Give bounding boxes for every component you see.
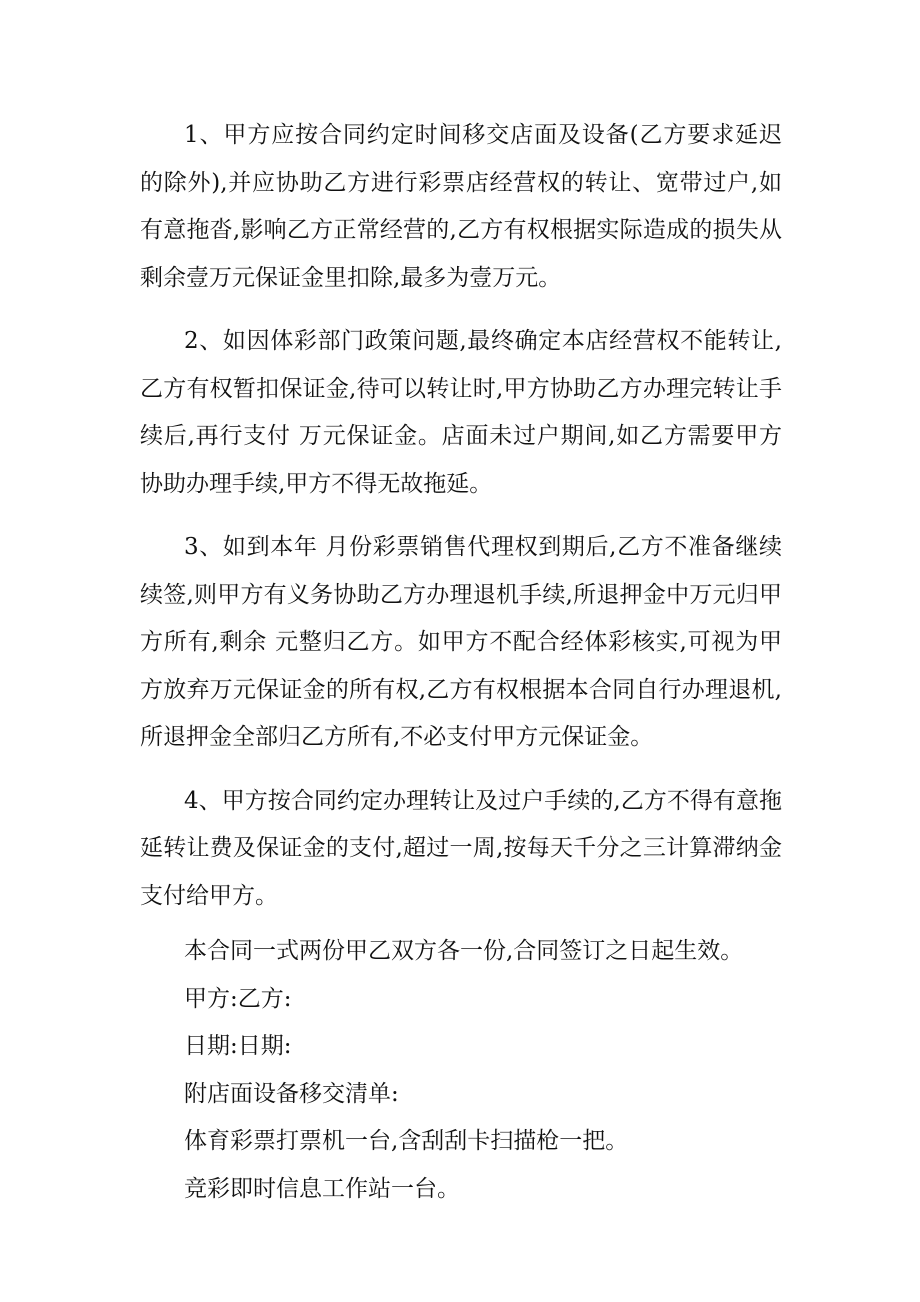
equipment-item: 竞彩即时信息工作站一台。 [184,1175,460,1202]
date-signature-line: 日期:日期: [184,1033,292,1059]
effectiveness-statement: 本合同一式两份甲乙双方各一份,合同签订之日起生效。 [184,938,744,964]
clause-3-paragraph: 3、如到本年 月份彩票销售代理权到期后,乙方不准备继续续签,则甲方有义务协助乙方办理退机手续,所退押金中万元归甲方所有,剩余 元整归乙方。如甲方不配合经体彩核实,可视为甲方放弃万元保证金的所有权,乙方有权根据本合同自行办理退机,所退押金全部归乙方所有,不必支付甲方元保证金。 [140,534,782,750]
equipment-list-heading: 附店面设备移交清单: [184,1080,399,1107]
clause-4-paragraph: 4、甲方按合同约定办理转让及过户手续的,乙方不得有意拖延转让费及保证金的支付,超过一周,按每天千分之三计算滞纳金支付给甲方。 [140,787,782,909]
clause-2-paragraph: 2、如因体彩部门政策问题,最终确定本店经营权不能转让,乙方有权暂扣保证金,待可以转让时,甲方协助乙方办理完转让手续后,再行支付 万元保证金。店面未过户期间,如乙方需要甲方协助办理手续,甲方不得无故拖延。 [140,328,782,497]
clause-1-paragraph: 1、甲方应按合同约定时间移交店面及设备(乙方要求延迟的除外),并应协助乙方进行彩票店经营权的转让、宽带过户,如有意拖沓,影响乙方正常经营的,乙方有权根据实际造成的损失从剩余壹万元保证金里扣除,最多为壹万元。 [140,122,782,291]
contract-body [140,112,782,1221]
party-signature-line: 甲方:乙方: [184,985,292,1012]
equipment-item: 体育彩票打票机一台,含刮刮卡扫描枪一把。 [184,1128,629,1154]
